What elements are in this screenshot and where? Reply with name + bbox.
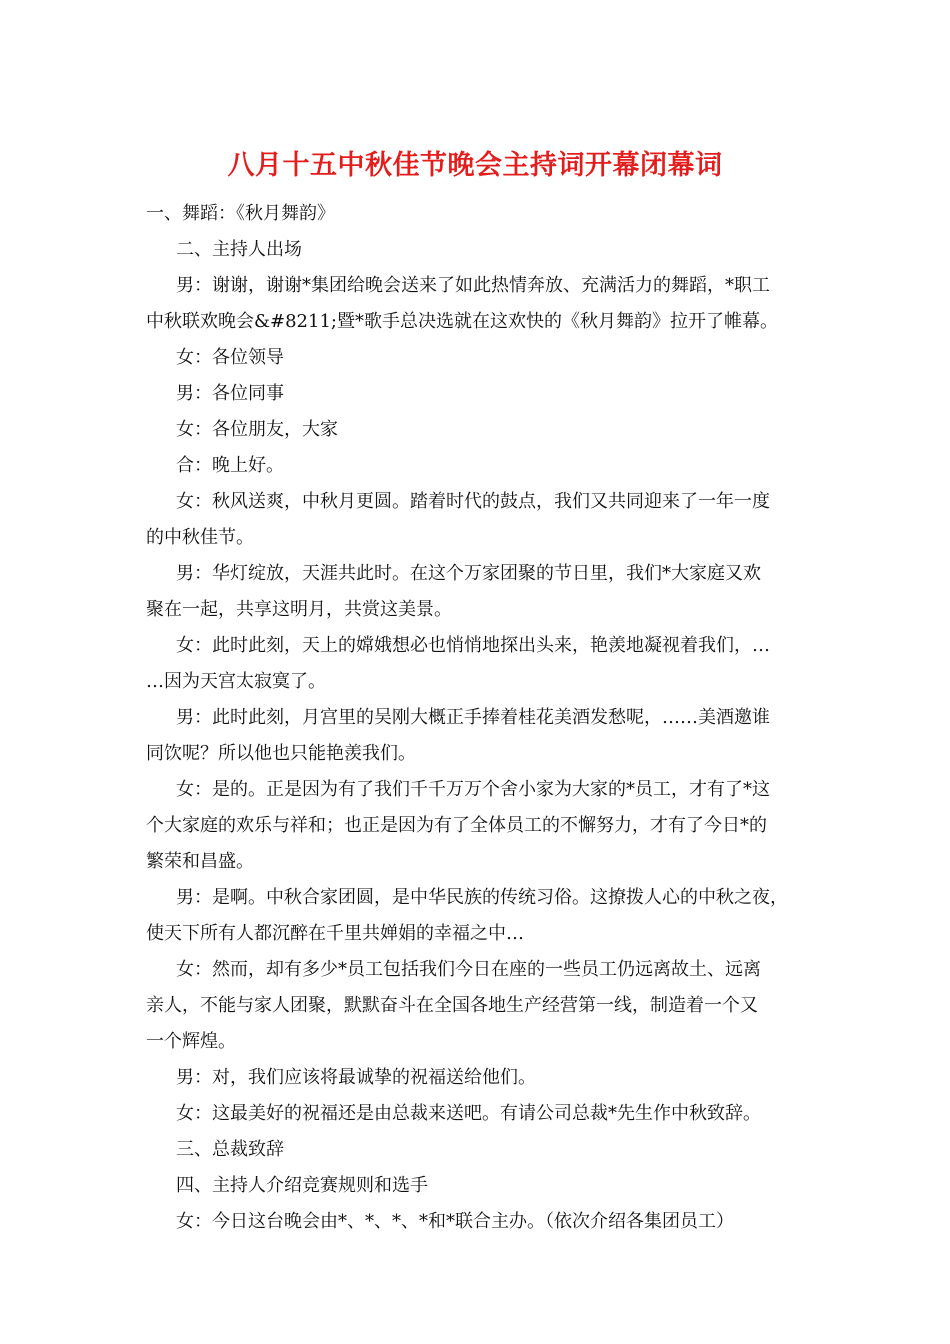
body-line: 一、舞蹈：《秋月舞韵》 (146, 203, 335, 224)
body-line: 聚在一起，共享这明月，共赏这美景。 (146, 599, 452, 620)
body-line: 女：各位朋友，大家 (176, 419, 338, 440)
body-line: 男：各位同事 (176, 383, 284, 404)
body-line: 同饮呢？所以他也只能艳羡我们。 (146, 743, 416, 764)
body-line: 使天下所有人都沉醉在千里共婵娟的幸福之中… (146, 923, 524, 944)
body-line: 繁荣和昌盛。 (146, 851, 254, 872)
body-line: 男：谢谢，谢谢*集团给晚会送来了如此热情奔放、充满活力的舞蹈，*职工 (176, 275, 770, 296)
body-line: 男：是啊。中秋合家团圆，是中华民族的传统习俗。这撩拨人心的中秋之夜， (176, 887, 788, 908)
body-line: 女：各位领导 (176, 347, 284, 368)
body-line: 男：华灯绽放，天涯共此时。在这个万家团聚的节日里，我们*大家庭又欢 (176, 563, 761, 584)
body-line: 女：秋风送爽，中秋月更圆。踏着时代的鼓点，我们又共同迎来了一年一度 (176, 491, 770, 512)
body-line: 亲人，不能与家人团聚，默默奋斗在全国各地生产经营第一线，制造着一个又 (146, 995, 758, 1016)
body-line: …因为天宫太寂寞了。 (146, 671, 326, 692)
body-line: 中秋联欢晚会&#8211;暨*歌手总决选就在这欢快的《秋月舞韵》拉开了帷幕。 (146, 311, 778, 332)
body-line: 女：这最美好的祝福还是由总裁来送吧。有请公司总裁*先生作中秋致辞。 (176, 1103, 761, 1124)
body-line: 的中秋佳节。 (146, 527, 254, 548)
body-line: 男：对，我们应该将最诚挚的祝福送给他们。 (176, 1067, 536, 1088)
body-line: 女：是的。正是因为有了我们千千万万个舍小家为大家的*员工，才有了*这 (176, 779, 770, 800)
body-line: 四、主持人介绍竞赛规则和选手 (176, 1175, 428, 1196)
document-body (146, 196, 814, 1240)
body-line: 男：此时此刻，月宫里的吴刚大概正手捧着桂花美酒发愁呢，……美酒邀谁 (176, 707, 770, 728)
body-line: 女：今日这台晚会由*、*、*、*和*联合主办。（依次介绍各集团员工） (176, 1211, 734, 1232)
body-line: 女：然而，却有多少*员工包括我们今日在座的一些员工仍远离故土、远离 (176, 959, 761, 980)
body-line: 合：晚上好。 (176, 455, 284, 476)
body-line: 一个辉煌。 (146, 1031, 236, 1052)
body-line: 三、总裁致辞 (176, 1139, 284, 1160)
body-line: 个大家庭的欢乐与祥和；也正是因为有了全体员工的不懈努力，才有了今日*的 (146, 815, 767, 836)
document-title: 八月十五中秋佳节晚会主持词开幕闭幕词 (227, 150, 723, 181)
body-line: 女：此时此刻，天上的嫦娥想必也悄悄地探出头来，艳羡地凝视着我们，… (176, 635, 770, 656)
body-line: 二、主持人出场 (176, 239, 302, 260)
